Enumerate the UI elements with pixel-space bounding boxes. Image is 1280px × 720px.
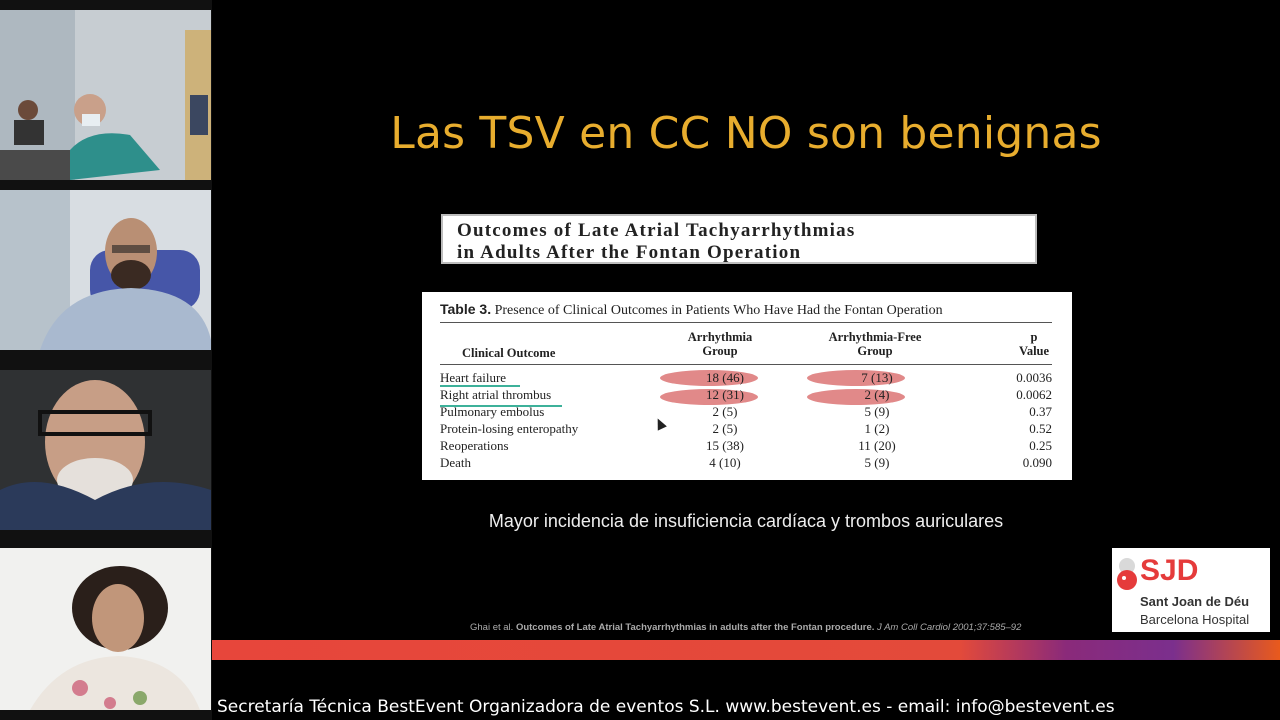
header-free-line-2: Group (857, 344, 893, 358)
header-free-line-1: Arrhythmia-Free (828, 330, 922, 344)
slide-title: Las TSV en CC NO son benignas (390, 108, 1102, 159)
cell-outcome: Protein-losing enteropathy (440, 421, 579, 436)
paper-title-box (441, 214, 1037, 264)
header-p-value (1014, 330, 1054, 358)
cell-outcome: Pulmonary embolus (440, 404, 545, 419)
slide-color-stripe (212, 640, 1280, 660)
participant-video-3[interactable] (0, 370, 211, 530)
header-p-line-2: Value (1018, 344, 1050, 358)
header-p-line-1: p (1030, 330, 1038, 344)
table-top-rule (440, 322, 1052, 323)
cell-p-value: 0.25 (1029, 438, 1052, 453)
table-row (440, 387, 1052, 404)
cell-arrhythmia: 18 (46) (706, 370, 744, 385)
participant-video-4[interactable] (0, 548, 211, 710)
cell-arrhythmia-free: 2 (4) (864, 387, 890, 402)
citation-authors: Ghai et al. (470, 622, 514, 633)
participant-2-image (0, 190, 211, 350)
participant-3-image (0, 370, 211, 530)
table-row (440, 455, 1052, 472)
table-row (440, 404, 1052, 421)
table-row (440, 421, 1052, 438)
logo-subtitle: Barcelona Hospital (1140, 612, 1250, 627)
cell-arrhythmia: 15 (38) (706, 438, 744, 453)
sjd-logo (1112, 548, 1270, 632)
logo-name: Sant Joan de Déu (1140, 594, 1250, 609)
cell-p-value: 0.0062 (1016, 387, 1052, 402)
cell-p-value: 0.52 (1029, 421, 1052, 436)
citation (470, 622, 1021, 633)
table-row (440, 438, 1052, 455)
table-caption-label: Table 3. (440, 301, 492, 317)
cell-arrhythmia-free: 7 (13) (861, 370, 893, 385)
footer-banner: Secretaría Técnica BestEvent Organizadora de eventos S.L. www.bestevent.es - email: info@bestevent.es (217, 697, 1115, 717)
citation-title: Outcomes of Late Atrial Tachyarrhythmias in adults after the Fontan procedure. (515, 622, 875, 633)
cell-arrhythmia-free: 5 (9) (864, 455, 890, 470)
participant-1-image (0, 10, 211, 180)
cell-p-value: 0.090 (1022, 455, 1052, 470)
participant-video-2[interactable] (0, 190, 211, 350)
header-arrhythmia-free-group (815, 330, 935, 358)
header-clinical-outcome: Clinical Outcome (462, 346, 556, 360)
cell-arrhythmia: 12 (31) (706, 387, 744, 402)
cell-p-value: 0.0036 (1016, 370, 1052, 385)
cell-outcome: Right atrial thrombus (440, 387, 552, 402)
header-arrhythmia-line-1: Arrhythmia (687, 330, 753, 344)
cell-arrhythmia-free: 5 (9) (864, 404, 890, 419)
sjd-mascot-icon (1114, 554, 1140, 594)
participant-4-image (0, 548, 211, 710)
cell-outcome: Heart failure (440, 370, 507, 385)
cell-arrhythmia: 2 (5) (712, 404, 738, 419)
participants-sidebar (0, 0, 212, 720)
cell-outcome: Death (440, 455, 472, 470)
paper-title-line-2: in Adults After the Fontan Operation (457, 242, 802, 263)
cell-arrhythmia-free: 1 (2) (864, 421, 890, 436)
cell-arrhythmia-free: 11 (20) (858, 438, 896, 453)
paper-title-line-1: Outcomes of Late Atrial Tachyarrhythmias (457, 220, 856, 241)
cell-arrhythmia: 2 (5) (712, 421, 738, 436)
table-caption (440, 301, 943, 319)
presentation-slide (212, 0, 1280, 698)
citation-journal: J Am Coll Cardiol 2001;37:585–92 (877, 622, 1022, 633)
cell-arrhythmia: 4 (10) (709, 455, 741, 470)
table-caption-text: Presence of Clinical Outcomes in Patients Who Have Had the Fontan Operation (494, 303, 943, 318)
header-arrhythmia-line-2: Group (702, 344, 738, 358)
cell-p-value: 0.37 (1029, 404, 1052, 419)
table-row (440, 370, 1052, 387)
slide-subtitle: Mayor incidencia de insuficiencia cardíaca y trombos auriculares (488, 511, 1004, 531)
cell-outcome: Reoperations (440, 438, 509, 453)
table-header-rule (440, 364, 1052, 365)
participant-video-1[interactable] (0, 10, 211, 180)
logo-mark: SJD (1140, 554, 1199, 587)
header-arrhythmia-group (665, 330, 775, 358)
outcomes-table (422, 292, 1072, 480)
